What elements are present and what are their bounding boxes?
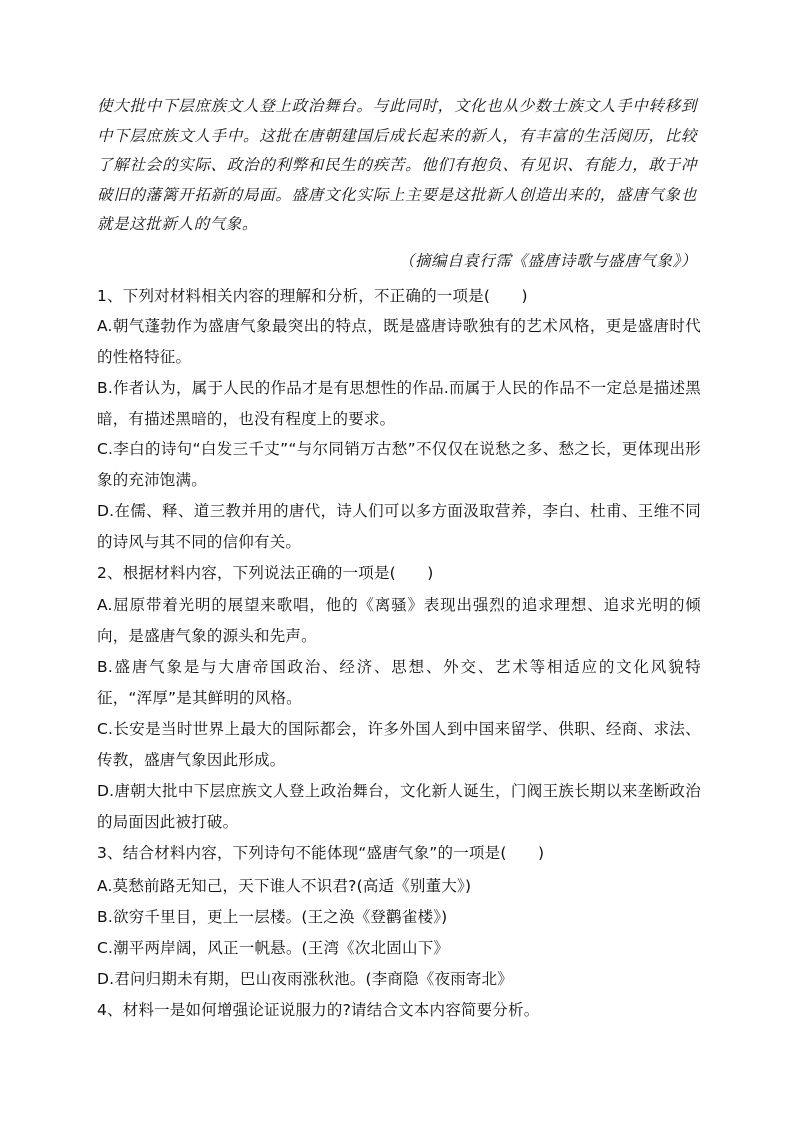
question-3-option-b: B.欲穷千里目，更上一层楼。(王之涣《登鹳雀楼》) (97, 908, 448, 926)
question-2-option-b: B.盛唐气象是与大唐帝国政治、经济、思想、外交、艺术等相适应的文化风貌特征，“浑厚”是其鲜明的风格。 (97, 658, 701, 707)
question-2-option-c: C.长安是当时世界上最大的国际都会，许多外国人到中国来留学、供职、经商、求法、传教，盛唐气象因此形成。 (97, 720, 701, 769)
passage-paragraph: 使大批中下层庶族文人登上政治舞台。与此同时，文化也从少数士族文人手中转移到中下层庶族文人手中。这批在唐朝建国后成长起来的新人，有丰富的生活阅历，比较了解社会的实际、政治的利弊和民生的疾苦。他们有抱负、有见识、有能力，敢于冲破旧的藩篱开拓新的局面。盛唐文化实际上主要是这批新人创造出来的，盛唐气象也就是这批新人的气象。 (97, 97, 697, 234)
question-3-option-d: D.君问归期未有期，巴山夜雨涨秋池。(李商隐《夜雨寄北》 (97, 970, 514, 988)
question-1-stem: 1、下列对材料相关内容的理解和分析，不正确的一项是( ) (97, 287, 528, 305)
question-1-option-a: A.朝气蓬勃作为盛唐气象最突出的特点，既是盛唐诗歌独有的艺术风格，更是盛唐时代的性格特征。 (97, 317, 701, 366)
question-2-stem: 2、根据材料内容，下列说法正确的一项是( ) (97, 564, 434, 582)
question-3-option-c: C.潮平两岸阔，风正一帆悬。(王湾《次北固山下》 (97, 939, 450, 957)
question-2-option-a: A.屈原带着光明的展望来歌唱，他的《离骚》表现出强烈的追求理想、追求光明的倾向，是盛唐气象的源头和先声。 (97, 596, 701, 645)
question-3-option-a: A.莫愁前路无知己，天下谁人不识君?(高适《别董大》) (97, 877, 472, 895)
question-1-option-d: D.在儒、释、道三教并用的唐代，诗人们可以多方面汲取营养，李白、杜甫、王维不同的诗风与其不同的信仰有关。 (97, 502, 701, 551)
question-1-option-c: C.李白的诗句“白发三千丈”“与尔同销万古愁”不仅仅在说愁之多、愁之长，更体现出形象的充沛饱满。 (97, 440, 701, 489)
question-2-option-d: D.唐朝大批中下层庶族文人登上政治舞台，文化新人诞生，门阀王族长期以来垄断政治的局面因此被打破。 (97, 782, 701, 831)
question-3-stem: 3、结合材料内容，下列诗句不能体现“盛唐气象”的一项是( ) (97, 844, 545, 862)
question-1-option-b: B.作者认为，属于人民的作品才是有思想性的作品.而属于人民的作品不一定总是描述黑暗，有描述黑暗的，也没有程度上的要求。 (97, 379, 701, 428)
question-4-stem: 4、材料一是如何增强论证说服力的?请结合文本内容简要分析。 (97, 1001, 540, 1019)
passage-source: （摘编自袁行霈《盛唐诗歌与盛唐气象》） (398, 252, 697, 270)
